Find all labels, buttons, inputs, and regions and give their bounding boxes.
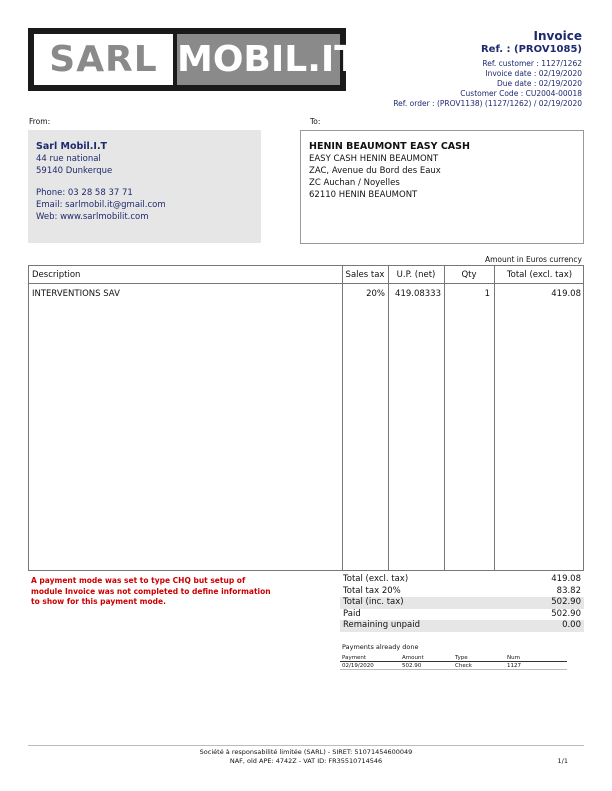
currency-note: Amount in Euros currency bbox=[484, 255, 582, 264]
invoice-lines-table bbox=[28, 265, 584, 571]
totals-block bbox=[340, 574, 584, 632]
logo-text-mobilit: MOBIL.IT bbox=[177, 34, 340, 85]
line-unit-price: 419.08333 bbox=[395, 289, 441, 299]
sender-address-block bbox=[28, 130, 261, 243]
invoice-ref: Ref. : (PROV1085) bbox=[480, 44, 582, 55]
customer-code: Customer Code : CU2004-00018 bbox=[460, 89, 582, 98]
payments-table bbox=[340, 654, 567, 670]
total-inc-row bbox=[340, 597, 584, 609]
page-number: 1/1 bbox=[557, 757, 568, 765]
recipient-name: HENIN BEAUMONT EASY CASH bbox=[309, 141, 470, 152]
recipient-line1: EASY CASH HENIN BEAUMONT bbox=[309, 154, 439, 164]
payments-header-row bbox=[340, 654, 567, 662]
payments-header-type: Type bbox=[455, 655, 468, 661]
payment-row bbox=[340, 662, 567, 670]
from-label: From: bbox=[29, 117, 51, 126]
recipient-address-block bbox=[300, 130, 584, 244]
total-tax-value: 83.82 bbox=[556, 585, 581, 596]
recipient-line4: 62110 HENIN BEAUMONT bbox=[309, 190, 418, 200]
payment-num: 1127 bbox=[507, 663, 521, 669]
total-tax-row bbox=[340, 586, 584, 598]
recipient-line3: ZC Auchan / Noyelles bbox=[309, 178, 400, 188]
payments-title: Payments already done bbox=[342, 643, 419, 651]
paid-row bbox=[340, 609, 584, 621]
footer-legal-line2: NAF, old APE: 4742Z - VAT ID: FR35510714546 bbox=[229, 757, 383, 765]
total-inc-value: 502.90 bbox=[551, 597, 581, 607]
sender-web: Web: www.sarlmobilit.com bbox=[36, 212, 149, 222]
sender-name: Sarl Mobil.I.T bbox=[36, 141, 108, 152]
invoice-title: Invoice bbox=[533, 29, 582, 43]
line-qty: 1 bbox=[484, 289, 490, 299]
line-description: INTERVENTIONS SAV bbox=[32, 289, 120, 299]
line-total: 419.08 bbox=[551, 289, 581, 299]
company-logo bbox=[28, 28, 359, 91]
remaining-value: 0.00 bbox=[562, 620, 581, 630]
payment-date: 02/19/2020 bbox=[342, 663, 374, 669]
remaining-row bbox=[340, 620, 584, 632]
line-sales-tax: 20% bbox=[366, 289, 385, 299]
total-tax-label: Total tax 20% bbox=[343, 585, 401, 596]
header-description: Description bbox=[32, 270, 81, 280]
payments-header-amount: Amount bbox=[402, 655, 424, 661]
paid-label: Paid bbox=[343, 608, 361, 619]
ref-order: Ref. order : (PROV1138) (1127/1262) / 02/19/2020 bbox=[393, 99, 582, 108]
invoice-date: Invoice date : 02/19/2020 bbox=[485, 69, 582, 78]
payments-header-num: Num bbox=[507, 655, 520, 661]
sender-phone: Phone: 03 28 58 37 71 bbox=[36, 188, 133, 198]
invoice-header bbox=[393, 30, 582, 109]
footer-divider bbox=[28, 745, 584, 746]
total-excl-value: 419.08 bbox=[551, 574, 581, 584]
total-excl-row bbox=[340, 574, 584, 586]
sender-address2: 59140 Dunkerque bbox=[36, 166, 113, 176]
sender-email: Email: sarlmobil.it@gmail.com bbox=[36, 200, 166, 210]
payment-type: Check bbox=[455, 663, 472, 669]
recipient-line2: ZAC, Avenue du Bord des Eaux bbox=[309, 166, 441, 176]
due-date: Due date : 02/19/2020 bbox=[497, 79, 582, 88]
remaining-label: Remaining unpaid bbox=[343, 620, 420, 630]
sender-address1: 44 rue national bbox=[36, 154, 101, 164]
column-divider bbox=[388, 266, 389, 570]
paid-value: 502.90 bbox=[551, 608, 581, 619]
payments-header-payment: Payment bbox=[342, 655, 367, 661]
total-inc-label: Total (inc. tax) bbox=[343, 597, 404, 607]
ref-customer: Ref. customer : 1127/1262 bbox=[482, 59, 582, 68]
page-footer bbox=[0, 748, 612, 766]
payment-mode-warning: A payment mode was set to type CHQ but setup of module Invoice was not completed to define information to show for this payment mode. bbox=[31, 576, 271, 606]
header-total: Total (excl. tax) bbox=[506, 270, 573, 280]
header-sales-tax: Sales tax bbox=[345, 270, 385, 280]
column-divider bbox=[494, 266, 495, 570]
header-qty: Qty bbox=[461, 270, 477, 280]
column-divider bbox=[342, 266, 343, 570]
to-label: To: bbox=[310, 117, 321, 126]
total-excl-label: Total (excl. tax) bbox=[343, 574, 409, 584]
column-divider bbox=[444, 266, 445, 570]
logo-text-sarl: SARL bbox=[34, 34, 173, 85]
footer-legal-line1: Société à responsabilité limitée (SARL) - SIRET: 51071454600049 bbox=[199, 748, 413, 756]
header-unit-price: U.P. (net) bbox=[396, 270, 436, 280]
payment-amount: 502.90 bbox=[402, 663, 422, 669]
